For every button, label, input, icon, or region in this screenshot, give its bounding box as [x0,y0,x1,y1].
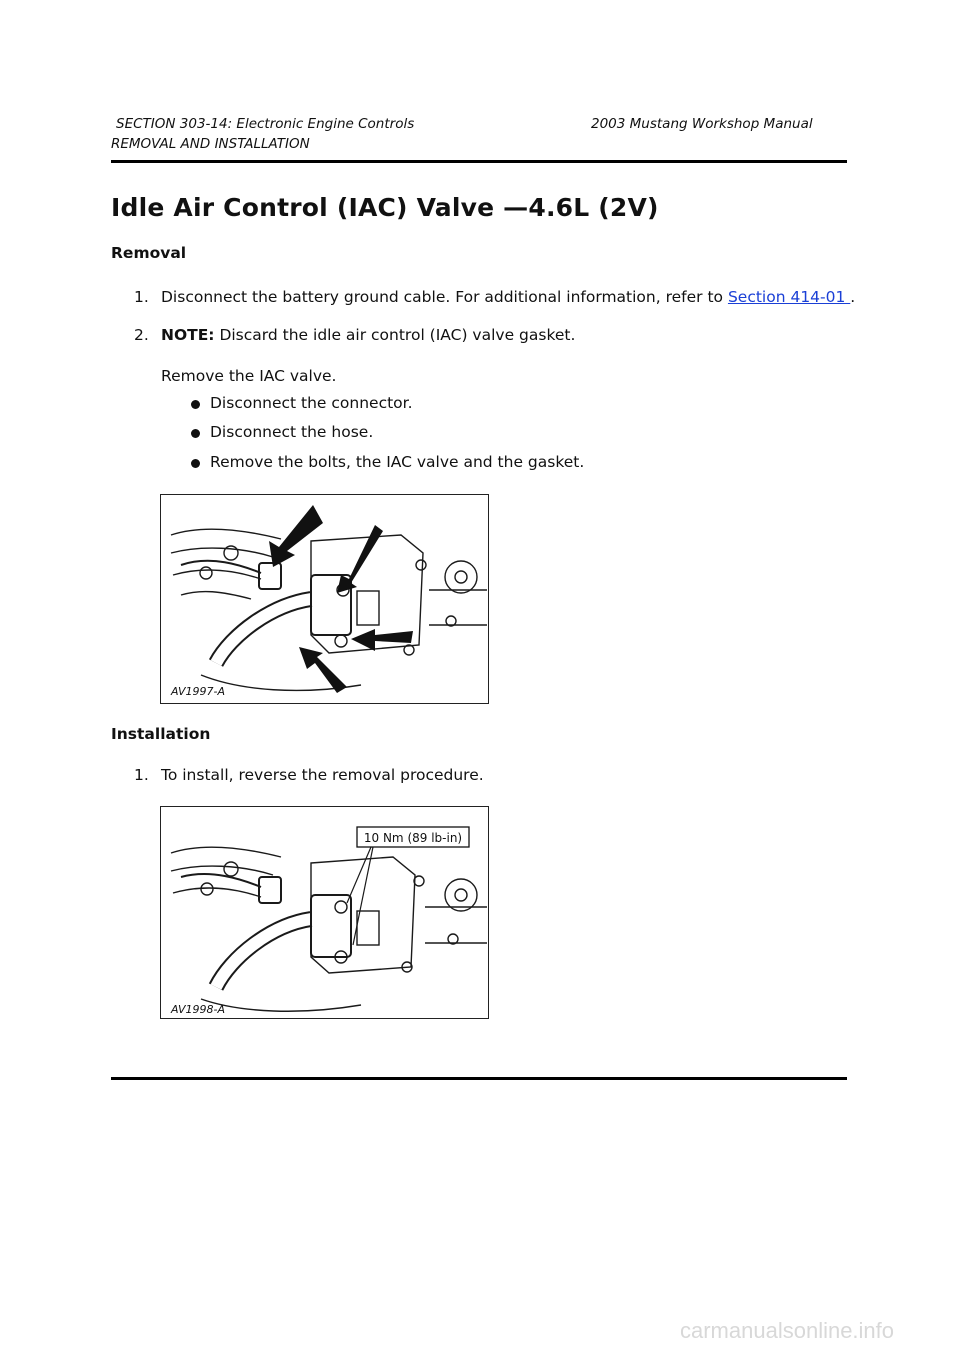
iac-valve-removal-drawing [161,495,488,703]
installation-step1-text: To install, reverse the removal procedure. [161,766,484,784]
bullet-dot [191,459,200,468]
section-414-01-link[interactable]: Section 414-01 [727,288,851,306]
removal-step2-number: 2. [134,326,149,344]
removal-heading: Removal [111,244,187,262]
removal-step1-text [161,288,855,306]
torque-callout: 10 Nm (89 lb-in) [363,831,463,845]
header-rule [111,160,847,163]
header-section: SECTION 303-14: Electronic Engine Controls [116,116,415,132]
figure-1-label: AV1997-A [171,685,225,698]
footer-rule [111,1077,847,1080]
bullet-item-connector: Disconnect the connector. [210,394,413,412]
iac-valve-installation-drawing [161,807,488,1018]
installation-heading: Installation [111,725,211,743]
bullet-item-bolts: Remove the bolts, the IAC valve and the gasket. [210,453,585,471]
note-text: Discard the idle air control (IAC) valve gasket. [214,326,576,344]
note-label: NOTE: [161,326,215,344]
removal-illustration [160,494,489,704]
removal-step2-note [161,326,575,344]
installation-illustration [160,806,489,1019]
header-manual: 2003 Mustang Workshop Manual [591,116,813,132]
removal-step1-body: Disconnect the battery ground cable. For additional information, refer to [161,288,728,306]
removal-step1-period: . [850,288,856,306]
figure-2-label: AV1998-A [171,1003,225,1016]
installation-step1-number: 1. [134,766,149,784]
bullet-dot [191,400,200,409]
bullet-item-hose: Disconnect the hose. [210,423,374,441]
bullet-dot [191,429,200,438]
footer-watermark: carmanualsonline.info [680,1318,895,1343]
page-title: Idle Air Control (IAC) Valve —4.6L (2V) [111,193,659,222]
header-subsection: REMOVAL AND INSTALLATION [111,136,310,152]
removal-step2-instruction: Remove the IAC valve. [161,367,337,385]
removal-step1-number: 1. [134,288,149,306]
